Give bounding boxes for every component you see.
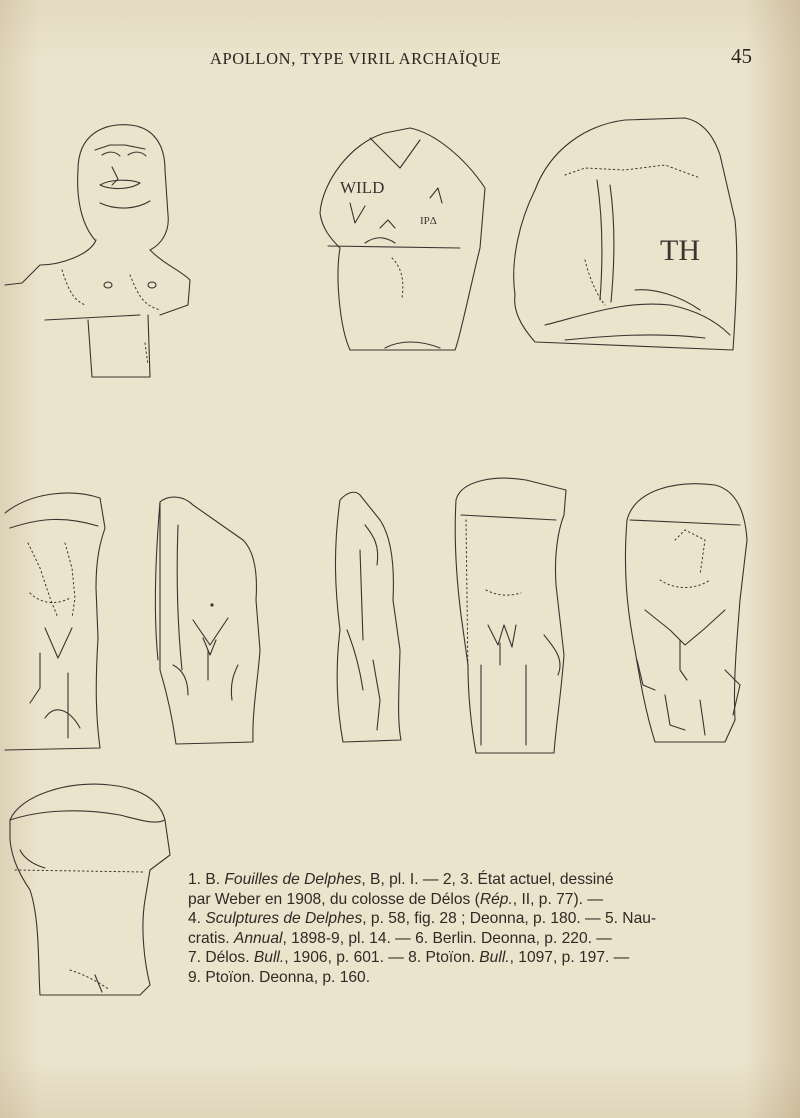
figure-5-kouros-torso xyxy=(148,490,278,750)
caption-line: 4. Sculptures de Delphes, p. 58, fig. 28 ; Deonna, p. 180. — 5. Nau- xyxy=(188,910,657,928)
figure-3-back-fragment-lettered xyxy=(505,110,745,360)
caption-line: 9. Ptoïon. Deonna, p. 160. xyxy=(188,968,371,986)
caption-line: 7. Délos. Bull., 1906, p. 601. — 8. Ptoïon. Bull., 1097, p. 197. — xyxy=(188,949,630,967)
caption-line: 1. B. Fouilles de Delphes, B, pl. I. — 2, 3. État actuel, dessiné xyxy=(188,871,614,888)
inscription-line-2: IPΔ xyxy=(420,215,437,227)
caption-line: cratis. Annual, 1898-9, pl. 14. — 6. Berlin. Deonna, p. 220. — xyxy=(188,929,612,947)
page-number: 45 xyxy=(731,44,752,68)
figure-caption xyxy=(188,870,748,988)
figure-2-torso-fragment-inscribed xyxy=(310,128,490,358)
fig3-letters: TH xyxy=(660,234,700,267)
figure-7-kouros-torso xyxy=(446,475,576,760)
running-header-title: APOLLON, TYPE VIRIL ARCHAÏQUE xyxy=(210,49,502,68)
figure-1-kouros-bust xyxy=(0,115,200,385)
figure-9-kouros-torso xyxy=(0,780,180,1010)
figure-8-kouros-torso xyxy=(615,480,755,760)
figure-4-kouros-torso xyxy=(0,488,110,758)
caption-line: par Weber en 1908, du colosse de Délos (Rép., II, p. 77). — xyxy=(188,890,603,908)
inscription-line-1: WILD xyxy=(340,178,385,197)
figure-6-kouros-side-view xyxy=(325,490,415,750)
